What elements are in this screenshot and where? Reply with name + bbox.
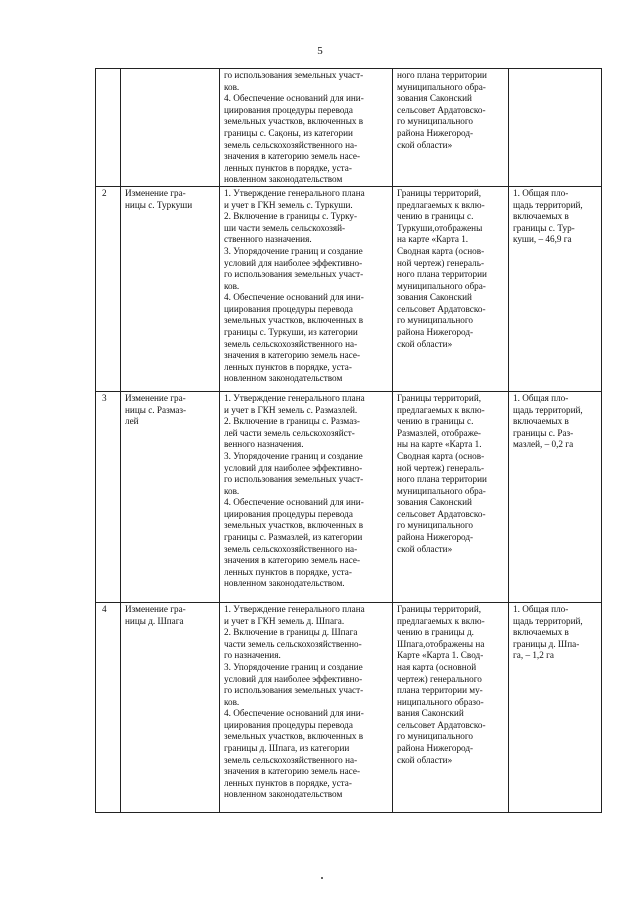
text-line: сельсовет Ардатовско- xyxy=(397,508,486,519)
text-line: го использования земельных участ- xyxy=(224,474,364,485)
cell-measures xyxy=(220,186,393,391)
cell-indicators-text xyxy=(513,604,597,662)
text-line: границы д. Шпа- xyxy=(513,638,580,649)
cell-boundaries-text xyxy=(397,393,504,555)
text-line: новленном законодательством xyxy=(224,174,343,185)
cell-measures-text xyxy=(224,393,388,590)
text-line: чению в границы с. xyxy=(397,211,474,222)
text-line: ницы с. Размаз- xyxy=(125,404,187,415)
text-line: ской области» xyxy=(397,139,453,150)
text-line: го муниципального xyxy=(397,315,473,326)
text-line: Границы территорий, xyxy=(397,392,482,403)
table-row xyxy=(96,602,602,812)
text-line: Карте «Карта 1. Свод- xyxy=(397,650,484,661)
text-line: чертеж) генерального xyxy=(397,673,482,684)
cell-indicators-text xyxy=(513,393,597,451)
cell-boundaries xyxy=(393,391,509,602)
cell-indicators xyxy=(509,391,602,602)
text-line: зования Саконский xyxy=(397,497,472,508)
text-line: ков. xyxy=(224,81,240,92)
text-line: го муниципального xyxy=(397,116,473,127)
text-line: и учет в ГКН земель с. Размазлей. xyxy=(224,404,358,415)
text-line: зования Саконский xyxy=(397,93,472,104)
text-line: ской области» xyxy=(397,754,453,765)
text-line: земель сельскохозяйственного на- xyxy=(224,754,358,765)
text-line: го использования земельных участ- xyxy=(224,685,364,696)
cell-boundaries-text xyxy=(397,604,504,766)
text-line: га, – 1,2 га xyxy=(513,650,554,661)
text-line: сельсовет Ардатовско- xyxy=(397,104,486,115)
cell-indicators xyxy=(509,602,602,812)
text-line: района Нижегород- xyxy=(397,327,474,338)
text-line: 4. Обеспечение оснований для ини- xyxy=(224,93,364,104)
text-line: ниципального образо- xyxy=(397,696,484,707)
text-line: новленном законодательством xyxy=(224,373,343,384)
text-line: зования Саконский xyxy=(397,292,472,303)
text-line: значения в категорию земель насе- xyxy=(224,555,360,566)
text-line: го муниципального xyxy=(397,520,473,531)
text-line: новленном законодательством. xyxy=(224,578,345,589)
text-line: ков. xyxy=(224,485,240,496)
text-line: щадь территорий, xyxy=(513,199,583,210)
cell-indicators-text xyxy=(513,188,597,246)
text-line: венного назначения. xyxy=(224,439,304,450)
text-line: предлагаемых к вклю- xyxy=(397,615,485,626)
cell-name-text xyxy=(125,393,215,428)
text-line: района Нижегород- xyxy=(397,743,474,754)
cell-number-text xyxy=(102,188,116,200)
text-line: ленных пунктов в порядке, уста- xyxy=(224,777,352,788)
cell-measures-text xyxy=(224,604,388,801)
text-line: ного плана территории xyxy=(397,70,487,80)
cell-indicators xyxy=(509,69,602,187)
text-line: чению в границы д. xyxy=(397,627,474,638)
cell-number xyxy=(96,186,121,391)
text-line: ственного назначения. xyxy=(224,234,312,245)
text-line: 3. Упорядочение границ и создание xyxy=(224,450,363,461)
text-line: го использования земельных участ- xyxy=(224,70,364,80)
cell-measures-text xyxy=(224,70,388,186)
text-line: куши, – 46,9 га xyxy=(513,234,572,245)
cell-number-text xyxy=(102,393,116,405)
text-line: ленных пунктов в порядке, уста- xyxy=(224,162,352,173)
text-line: условий для наиболее эффективно- xyxy=(224,462,363,473)
text-line: земель сельскохозяйственного на- xyxy=(224,338,358,349)
text-line: мазлей, – 0,2 га xyxy=(513,439,574,450)
text-line: го муниципального xyxy=(397,731,473,742)
text-line: лей xyxy=(125,416,139,427)
text-line: сельсовет Ардатовско- xyxy=(397,303,486,314)
cell-measures-text xyxy=(224,188,388,385)
text-line: значения в категорию земель насе- xyxy=(224,766,360,777)
cell-name-text xyxy=(125,188,215,211)
text-line: Шпага,отображены на xyxy=(397,638,485,649)
text-line: условий для наиболее эффективно- xyxy=(224,257,363,268)
text-line: Границы территорий, xyxy=(397,603,482,614)
text-line: ков. xyxy=(224,280,240,291)
text-line: Сводная карта (основ- xyxy=(397,245,485,256)
text-line: сельсовет Ардатовско- xyxy=(397,719,486,730)
text-line: включаемых в xyxy=(513,627,569,638)
cell-name xyxy=(121,186,220,391)
text-line: Размазлей, отображе- xyxy=(397,427,481,438)
text-line: района Нижегород- xyxy=(397,532,474,543)
text-line: 4 xyxy=(102,603,107,614)
text-line: 1. Общая пло- xyxy=(513,392,569,403)
text-line: щадь территорий, xyxy=(513,404,583,415)
text-line: ного плана территории xyxy=(397,474,487,485)
text-line: земель сельскохозяйственного на- xyxy=(224,139,358,150)
text-line: ной чертеж) генераль- xyxy=(397,257,484,268)
text-line: плана территории му- xyxy=(397,685,483,696)
text-line: включаемых в xyxy=(513,416,569,427)
text-line: 1. Общая пло- xyxy=(513,187,569,198)
text-line: границы с. Тур- xyxy=(513,222,575,233)
text-line: ской области» xyxy=(397,338,453,349)
text-line: ков. xyxy=(224,696,240,707)
text-line: циирования процедуры перевода xyxy=(224,719,353,730)
cell-number xyxy=(96,69,121,187)
text-line: новленном законодательством xyxy=(224,789,343,800)
text-line: предлагаемых к вклю- xyxy=(397,199,485,210)
text-line: и учет в ГКН земель с. Туркуши. xyxy=(224,199,353,210)
text-line: Изменение гра- xyxy=(125,392,186,403)
cell-name-text xyxy=(125,604,215,627)
cell-boundaries xyxy=(393,69,509,187)
text-line: 1. Утверждение генерального плана xyxy=(224,603,365,614)
text-line: Границы территорий, xyxy=(397,187,482,198)
text-line: 2 xyxy=(102,187,107,198)
text-line: 4. Обеспечение оснований для ини- xyxy=(224,292,364,303)
text-line: вания Саконский xyxy=(397,708,464,719)
text-line: значения в категорию земель насе- xyxy=(224,151,360,162)
text-line: части земель сельскохозяйственно- xyxy=(224,638,362,649)
text-line: 2. Включение в границы д. Шпага xyxy=(224,627,358,638)
text-line: Изменение гра- xyxy=(125,603,186,614)
cell-measures xyxy=(220,391,393,602)
text-line: значения в категорию земель насе- xyxy=(224,350,360,361)
text-line: Сводная карта (основ- xyxy=(397,450,485,461)
text-line: го использования земельных участ- xyxy=(224,269,364,280)
text-line: ской области» xyxy=(397,543,453,554)
text-line: ны на карте «Карта 1. xyxy=(397,439,482,450)
text-line: ленных пунктов в порядке, уста- xyxy=(224,361,352,372)
text-line: ницы с. Туркуши xyxy=(125,199,193,210)
cell-name xyxy=(121,602,220,812)
text-line: земель сельскохозяйственного на- xyxy=(224,543,358,554)
text-line: границы с. Туркуши, из категории xyxy=(224,327,358,338)
text-line: щадь территорий, xyxy=(513,615,583,626)
text-line: лей части земель сельскохозяйст- xyxy=(224,427,355,438)
text-line: 3. Упорядочение границ и создание xyxy=(224,245,363,256)
text-line: условий для наиболее эффективно- xyxy=(224,673,363,684)
cell-name xyxy=(121,391,220,602)
text-line: земельных участков, включенных в xyxy=(224,520,364,531)
text-line: земельных участков, включенных в xyxy=(224,116,364,127)
text-line: 1. Утверждение генерального плана xyxy=(224,187,365,198)
table-row xyxy=(96,69,602,187)
text-line: включаемых в xyxy=(513,211,569,222)
scan-mark xyxy=(321,877,323,879)
text-line: 3. Упорядочение границ и создание xyxy=(224,661,363,672)
text-line: предлагаемых к вклю- xyxy=(397,404,485,415)
table-row xyxy=(96,186,602,391)
text-line: ницы д. Шпага xyxy=(125,615,184,626)
text-line: 2. Включение в границы с. Размаз- xyxy=(224,416,360,427)
table-body xyxy=(96,69,602,813)
text-line: циирования процедуры перевода xyxy=(224,104,353,115)
text-line: 4. Обеспечение оснований для ини- xyxy=(224,708,364,719)
text-line: 1. Общая пло- xyxy=(513,603,569,614)
text-line: муниципального обра- xyxy=(397,280,486,291)
cell-boundaries-text xyxy=(397,70,504,151)
text-line: 1. Утверждение генерального плана xyxy=(224,392,365,403)
text-line: 4. Обеспечение оснований для ини- xyxy=(224,497,364,508)
text-line: 2. Включение в границы с. Турку- xyxy=(224,211,358,222)
text-line: границы с. Сақоны, из категории xyxy=(224,127,353,138)
text-line: границы д. Шпага, из категории xyxy=(224,743,350,754)
measures-table xyxy=(95,68,602,813)
cell-boundaries xyxy=(393,602,509,812)
text-line: Туркуши,отображены xyxy=(397,222,483,233)
text-line: ного плана территории xyxy=(397,269,487,280)
text-line: ленных пунктов в порядке, уста- xyxy=(224,566,352,577)
text-line: ная карта (основной xyxy=(397,661,477,672)
text-line: района Нижегород- xyxy=(397,127,474,138)
page-number: 5 xyxy=(317,45,323,57)
text-line: муниципального обра- xyxy=(397,485,486,496)
cell-boundaries-text xyxy=(397,188,504,350)
text-line: муниципального обра- xyxy=(397,81,486,92)
cell-measures xyxy=(220,69,393,187)
text-line: чению в границы с. xyxy=(397,416,474,427)
text-line: ши части земель сельскохозяй- xyxy=(224,222,346,233)
cell-name xyxy=(121,69,220,187)
text-line: ной чертеж) генераль- xyxy=(397,462,484,473)
text-line: циирования процедуры перевода xyxy=(224,303,353,314)
cell-number xyxy=(96,391,121,602)
table-row xyxy=(96,391,602,602)
cell-indicators xyxy=(509,186,602,391)
text-line: земельных участков, включенных в xyxy=(224,315,364,326)
text-line: земельных участков, включенных в xyxy=(224,731,364,742)
cell-measures xyxy=(220,602,393,812)
text-line: границы с. Раз- xyxy=(513,427,574,438)
text-line: Изменение гра- xyxy=(125,187,186,198)
text-line: и учет в ГКН земель д. Шпага. xyxy=(224,615,345,626)
cell-number xyxy=(96,602,121,812)
text-line: 3 xyxy=(102,392,107,403)
text-line: го назначения. xyxy=(224,650,281,661)
cell-boundaries xyxy=(393,186,509,391)
text-line: на карте «Карта 1. xyxy=(397,234,469,245)
cell-number-text xyxy=(102,604,116,616)
text-line: циирования процедуры перевода xyxy=(224,508,353,519)
text-line: границы с. Размазлей, из категории xyxy=(224,532,363,543)
